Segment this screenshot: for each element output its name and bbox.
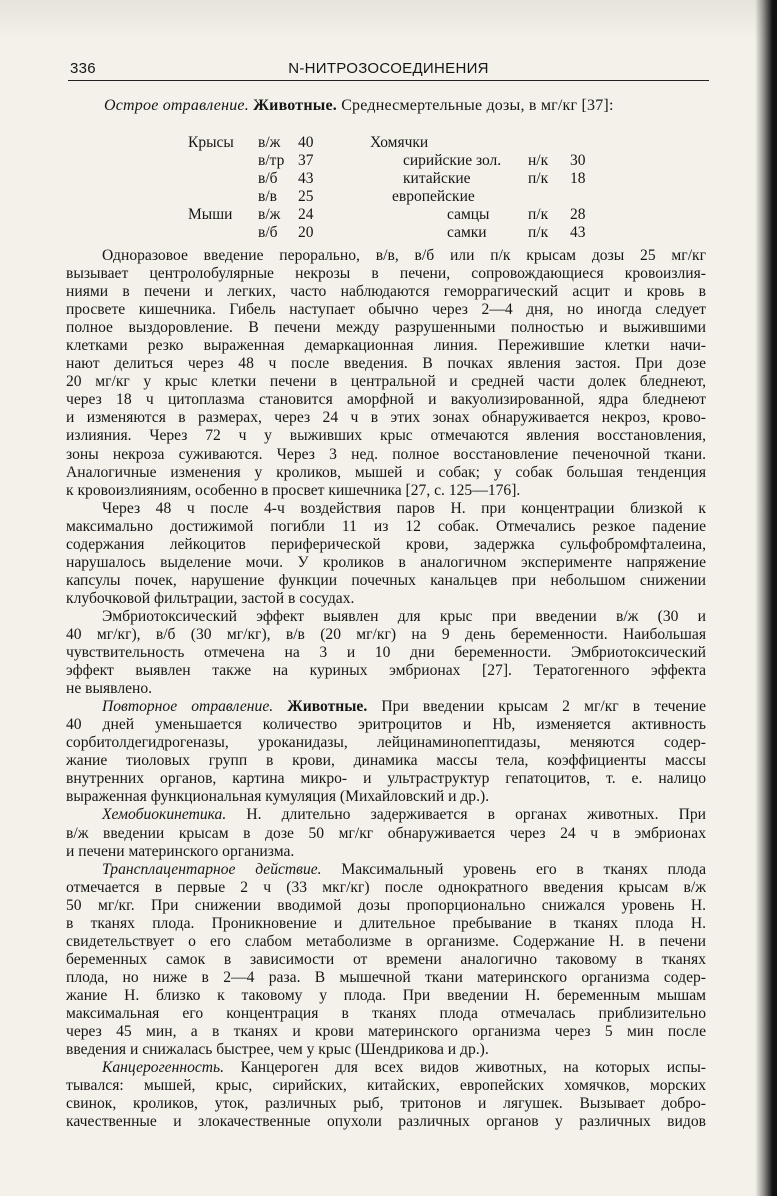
text-line: свинок, кроликов, уток, различных рыб, тритонов и лягушек. Вызывает добро- xyxy=(66,1095,706,1113)
text-line: жание тиоловых групп в крови, динамика массы тела, коэффициенты массы xyxy=(66,752,706,770)
dose-value: 40 xyxy=(298,134,314,151)
text-line: содержания лейкоцитов периферической крови, задержка сульфобромфталеина, xyxy=(66,535,706,553)
text-line: внутренних органов, картина микро- и ультраструктур гепатоцитов, т. е. налицо xyxy=(66,770,706,788)
paragraph xyxy=(66,806,706,860)
lead-italic: Хемобиокинетика. xyxy=(102,806,227,824)
page-edge-shadow xyxy=(755,0,777,1196)
text-line: 50 мг/кг. При снижении вводимой дозы пропорционально снижался уровень Н. xyxy=(66,896,706,914)
paragraph xyxy=(66,698,706,806)
paragraph xyxy=(66,608,706,698)
dose-table-left xyxy=(188,134,328,242)
intro-rest: Среднесмертельные дозы, в мг/кг [37]: xyxy=(341,97,614,114)
dose-route: в/б xyxy=(258,170,278,187)
text-line: и печени материнского организма. xyxy=(66,842,295,860)
text-line: Аналогичные изменения у кроликов, мышей и собак; у собак большая тенденция xyxy=(66,463,706,481)
dose-value: 37 xyxy=(298,152,314,169)
dose-row xyxy=(188,188,328,206)
text-line: излияния. Через 72 ч у выживших крыс отмечаются явления восстановления, xyxy=(66,427,706,445)
dose-route: п/к xyxy=(528,170,549,187)
scan-shadow xyxy=(0,0,777,40)
text-line xyxy=(66,861,706,879)
text-line: введения и снижалась быстрее, чем у крыс (Шендрикова и др.). xyxy=(66,1041,489,1059)
dose-route: в/ж xyxy=(258,206,281,223)
dose-value: 24 xyxy=(298,206,314,223)
text-line: клубочковой фильтрации, застой в сосудах. xyxy=(66,589,355,607)
paragraph xyxy=(66,500,706,608)
text-line: эффект выявлен также на куриных эмбрионах [27]. Тератогенного эффекта xyxy=(66,662,706,680)
paragraph xyxy=(66,861,706,1060)
text-line: чувствительность отмечена на 3 и 10 дни беременности. Эмбриотоксический xyxy=(66,644,706,662)
dose-label: сирийские зол. xyxy=(403,152,502,169)
paragraph xyxy=(66,247,706,500)
dose-value: 30 xyxy=(570,152,586,169)
text-line: через 45 мин, а в тканях и крови материнского организма через 5 мин после xyxy=(66,1023,706,1041)
text-line: Эмбриотоксический эффект выявлен для крыс при введении в/ж (30 и xyxy=(102,607,706,625)
line-text: При введении крысам 2 мг/кг в течение xyxy=(381,698,706,716)
text-line: вызывает центролобулярные некрозы в печени, сопровождающиеся кровоизлия- xyxy=(66,265,706,283)
intro-bold: Животные. xyxy=(253,97,337,114)
lead-italic: Трансплацентарное действие. xyxy=(102,860,322,878)
text-line: жание Н. близко к таковому у плода. При введении Н. беременным мышам xyxy=(66,986,706,1004)
dose-route: п/к xyxy=(528,224,549,241)
text-line: отмечается в первые 2 ч (33 мкг/кг) после однократного введения крысам в/ж xyxy=(66,878,706,896)
text-line: сорбитолдегидрогеназы, уроканидазы, лейцинаминопептидазы, меняются содер- xyxy=(66,734,706,752)
text-line: 40 мг/кг), в/б (30 мг/кг), в/в (20 мг/кг) на 9 день беременности. Наибольшая xyxy=(66,625,706,643)
section-intro xyxy=(104,97,614,115)
dose-row xyxy=(370,224,600,242)
page-number: 336 xyxy=(70,60,96,77)
text-line: плода, но ниже в 2—4 раза. В мышечной ткани материнского организма содер- xyxy=(66,968,706,986)
dose-row xyxy=(188,152,328,170)
lead-italic: Канцерогенность. xyxy=(102,1059,225,1077)
text-line: 20 мг/кг у крыс клетки печени в центральной и средней части долек бледнеют, xyxy=(66,373,706,391)
text-line: нают делиться через 48 ч после введения. В почках явления застоя. При дозе xyxy=(66,355,706,373)
dose-route: в/б xyxy=(258,224,278,241)
dose-value: 28 xyxy=(570,206,586,223)
dose-row xyxy=(370,170,600,188)
text-line: выраженная функциональная кумуляция (Михайловский и др.). xyxy=(66,788,490,806)
dose-label: самцы xyxy=(447,206,490,223)
paragraph xyxy=(66,1059,706,1131)
text-line: ниями в печени и легких, часто наблюдаются геморрагический асцит и кровь в xyxy=(66,283,706,301)
text-line: тывался: мышей, крыс, сирийских, китайских, европейских хомячков, морских xyxy=(66,1077,706,1095)
dose-animal: Мыши xyxy=(188,206,233,223)
text-line: максимальная его концентрация в тканях плода отмечалась приблизительно xyxy=(66,1004,706,1022)
text-line: и изменяются в размерах, через 24 ч в этих зонах обнаруживается некроз, крово- xyxy=(66,409,706,427)
text-line: не выявлено. xyxy=(66,680,153,698)
line-text: Н. длительно задерживается в органах животных. При xyxy=(246,806,706,824)
text-line: нарушалось выделение мочи. У кроликов в аналогичном эксперименте напряжение xyxy=(66,553,706,571)
dose-label: китайские xyxy=(403,170,471,187)
dose-table-right xyxy=(370,134,600,242)
intro-italic: Острое отравление. xyxy=(104,97,249,114)
dose-route: в/тр xyxy=(258,152,285,169)
text-line xyxy=(66,1059,706,1077)
running-title: N-НИТРОЗОСОЕДИНЕНИЯ xyxy=(288,60,489,77)
text-line: Через 48 ч после 4-ч воздействия паров Н. при концентрации близкой к xyxy=(102,499,706,517)
line-text: Максимальный уровень его в тканях плода xyxy=(341,860,706,878)
text-line: в/ж введении крысам в дозе 50 мг/кг обнаруживается через 24 ч в эмбрионах xyxy=(66,824,706,842)
dose-route: в/ж xyxy=(258,134,281,151)
text-line: 40 дней уменьшается количество эритроцитов и Hb, изменяется активность xyxy=(66,716,706,734)
text-line: зоны некроза суживаются. Через 3 нед. полное восстановление печеночной ткани. xyxy=(66,445,706,463)
text-line: в тканях плода. Проникновение и длительное пребывание в тканях плода Н. xyxy=(66,914,706,932)
body-text xyxy=(66,247,706,1131)
dose-value: 25 xyxy=(298,188,314,205)
lead-bold: Животные. xyxy=(287,698,368,716)
dose-row xyxy=(188,170,328,188)
dose-value: 43 xyxy=(570,224,586,241)
dose-row xyxy=(188,224,328,242)
lead-italic: Повторное отравление. xyxy=(102,698,274,716)
text-line: к кровоизлияниям, особенно в просвет кишечника [27, с. 125—176]. xyxy=(66,481,521,499)
dose-value: 18 xyxy=(570,170,586,187)
dose-row xyxy=(370,134,600,152)
dose-row xyxy=(370,188,600,206)
text-line: качественные и злокачественные опухоли различных органов у различных видов xyxy=(66,1113,706,1131)
line-text: Канцероген для всех видов животных, на которых испы- xyxy=(240,1059,706,1077)
text-line: максимально достижимой погибли 11 из 12 собак. Отмечались резкое падение xyxy=(66,517,706,535)
text-line xyxy=(66,698,706,716)
running-header xyxy=(68,58,709,81)
text-line: беременных самок в зависимости от времени аналогично таковому в тканях xyxy=(66,950,706,968)
dose-row xyxy=(370,206,600,224)
dose-route: п/к xyxy=(528,206,549,223)
text-line xyxy=(66,806,706,824)
text-line: полное выздоровление. В печени между разрушенными полностью и выжившими xyxy=(66,319,706,337)
dose-row xyxy=(370,152,600,170)
dose-row xyxy=(188,206,328,224)
dose-label: европейские xyxy=(392,188,475,205)
dose-label: Хомячки xyxy=(370,134,429,151)
text-line: Одноразовое введение перорально, в/в, в/б или п/к крысам дозы 25 мг/кг xyxy=(102,247,706,264)
dose-label: самки xyxy=(447,224,487,241)
text-line: капсулы почек, нарушение функции почечных канальцев при небольшом снижении xyxy=(66,571,706,589)
dose-animal: Крысы xyxy=(188,134,234,151)
dose-value: 20 xyxy=(298,224,314,241)
dose-row xyxy=(188,134,328,152)
text-line: через 18 ч цитоплазма становится аморфной и вакуолизированной, ядра бледнеют xyxy=(66,391,706,409)
dose-route: н/к xyxy=(528,152,549,169)
text-line: клетками резко выраженная демаркационная линия. Пережившие клетки начи- xyxy=(66,337,706,355)
text-line: просвете кишечника. Гибель наступает обычно через 2—4 дня, но иногда следует xyxy=(66,301,706,319)
text-line: свидетельствует о его слабом метаболизме в организме. Содержание Н. в печени xyxy=(66,932,706,950)
dose-route: в/в xyxy=(258,188,277,205)
dose-value: 43 xyxy=(298,170,314,187)
